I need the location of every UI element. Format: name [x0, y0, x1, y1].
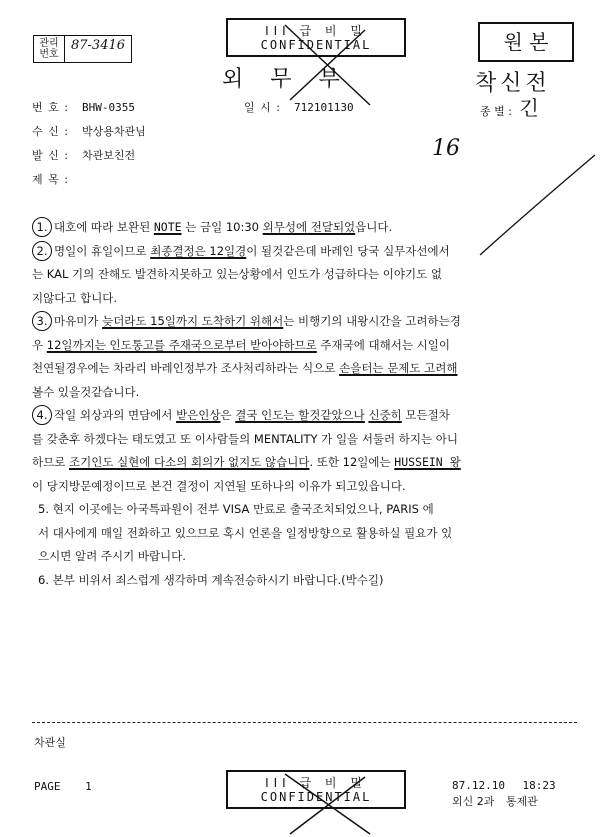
text: 12일까지는 인도통고를 주재국으로부터 받아야하므로: [46, 337, 317, 352]
classification-level: III 급 비 밀: [265, 776, 367, 790]
to-label: 수 신 :: [32, 125, 69, 138]
paragraph-3: [32, 310, 584, 404]
separator-line: [32, 722, 577, 723]
subject-label: 제 목 :: [32, 173, 69, 186]
number-value: BHW-0355: [82, 101, 135, 114]
text: HUSSEIN 왕: [394, 455, 461, 469]
text: 이 당지방문예정이므로 본건 결정이 지연될 또하나의 이유가 되고있읍니다.: [32, 478, 406, 493]
page-indicator: [34, 780, 92, 793]
text: 작일 외상과의 면담에서: [54, 408, 177, 422]
management-number: 87-3416: [71, 38, 126, 53]
class-value: 긴: [519, 96, 539, 120]
paragraph-6: [32, 569, 584, 593]
text: 손을터는 문제도 고려해: [339, 361, 458, 375]
document-type: 착신전: [475, 71, 551, 96]
footer-date: 87.12.10: [452, 779, 505, 792]
class-label: 종 별 :: [480, 105, 512, 118]
header-from-row: [32, 146, 135, 166]
text: 는 KAL 기의 잔해도 발견하지못하고 있는상황에서 인도가 성급하다는 이야기도 없: [32, 267, 442, 281]
handwritten-note: 16: [432, 136, 460, 161]
classification-level: III 급 비 밀: [265, 24, 367, 38]
text: 천연될경우에는 차라리 바레인정부가 조사처리하라는 식으로: [32, 361, 340, 375]
text: 최종결정은 12일경: [150, 243, 247, 258]
original-stamp: 원 본: [478, 22, 574, 62]
text: 를 갖춘후 하겠다는 태도였고 또 이사람들의 MENTALITY 가 일을 서둘러 하지는 아니: [32, 431, 459, 446]
text: . 또한 12일에는: [309, 455, 395, 469]
footer-time: 18:23: [522, 779, 556, 792]
text: 신중히: [368, 408, 402, 422]
header-subject-row: [32, 170, 82, 190]
text: 주재국에 대해서는 시일이: [316, 337, 450, 352]
number-label: 번 호 :: [32, 101, 69, 114]
text: 서 대사에게 매일 전화하고 있으므로 혹시 언론을 일정방향으로 활용하실 필요가 있: [38, 525, 453, 540]
text: 읍니다.: [355, 220, 393, 234]
text: 지않다고 합니다.: [32, 290, 118, 305]
date-label: 일 시 :: [244, 101, 281, 114]
footer-dept: 외신 2과: [452, 795, 495, 808]
ministry-title: 외 무 부: [222, 67, 350, 92]
paragraph-number: 2.: [32, 241, 52, 261]
text: 대호에 따라 보완된: [54, 220, 154, 234]
text: 외무성에 전달되었: [262, 220, 356, 234]
paragraph-2: [32, 240, 584, 311]
text: 5. 현지 이곳에는 아국특파원이 전부 VISA 만료로 출국조치되었으나, PARIS 에: [38, 502, 434, 516]
text: 늦더라도 15일까지 도착하기 위해서: [102, 314, 284, 328]
crossout-mark-bottom: [270, 772, 380, 836]
management-label-line1: 관리: [39, 38, 59, 49]
page-label: PAGE: [34, 780, 61, 793]
text: 은: [220, 408, 236, 422]
header-to-row: [32, 122, 146, 142]
management-number-box: [33, 35, 132, 63]
text: 으시면 알려 주시기 바랍니다.: [38, 549, 186, 563]
paragraph-number: 1.: [32, 217, 52, 237]
text: 우: [32, 337, 47, 352]
paragraph-1: [32, 216, 584, 240]
text: 받은인상: [176, 408, 221, 422]
text: NOTE: [153, 220, 182, 234]
paragraph-5: [32, 498, 584, 569]
text: 조기인도 실현에 다소의 회의가 없지도 않습니다: [68, 455, 310, 469]
from-value: 차관보친전: [82, 149, 136, 162]
to-value: 박상용차관님: [82, 125, 146, 138]
page-number: 1: [85, 780, 92, 793]
header-date-row: [244, 98, 354, 118]
text: 볼수 있을것같습니다.: [32, 384, 140, 399]
classification-label: CONFIDENTIAL: [260, 38, 372, 52]
footer-controller: 통제관: [505, 795, 538, 808]
management-label-line2: 번호: [39, 49, 59, 60]
document-body: [32, 216, 584, 592]
paragraph-number: 4.: [32, 405, 52, 425]
text: 명일이 휴일이므로: [54, 243, 151, 258]
from-label: 발 신 :: [32, 149, 69, 162]
paragraph-4: [32, 404, 584, 498]
classification-label: CONFIDENTIAL: [260, 790, 372, 804]
date-value: 712101130: [294, 101, 354, 114]
text: 결국 인도는 할것같았으나: [235, 408, 365, 422]
footer-meta: [452, 778, 556, 810]
text: 는 금일 10:30: [181, 220, 263, 234]
paragraph-number: 3.: [32, 311, 52, 331]
text: 이 될것같은데 바레인 당국 실무자선에서: [246, 243, 450, 258]
text: 6. 본부 비위서 죄스럽게 생각하며 계속전승하시기 바랍니다.(박수길): [38, 572, 384, 587]
text: 는 비행기의 내왕시간을 고려하는경: [283, 314, 461, 328]
header-number-row: [32, 98, 135, 118]
text: 마유미가: [54, 314, 103, 328]
text: 모든절차: [401, 408, 450, 422]
office-label: 차관실: [34, 736, 66, 749]
header-class-row: [480, 98, 539, 118]
text: 하므로: [32, 455, 69, 469]
management-label: [34, 36, 65, 62]
